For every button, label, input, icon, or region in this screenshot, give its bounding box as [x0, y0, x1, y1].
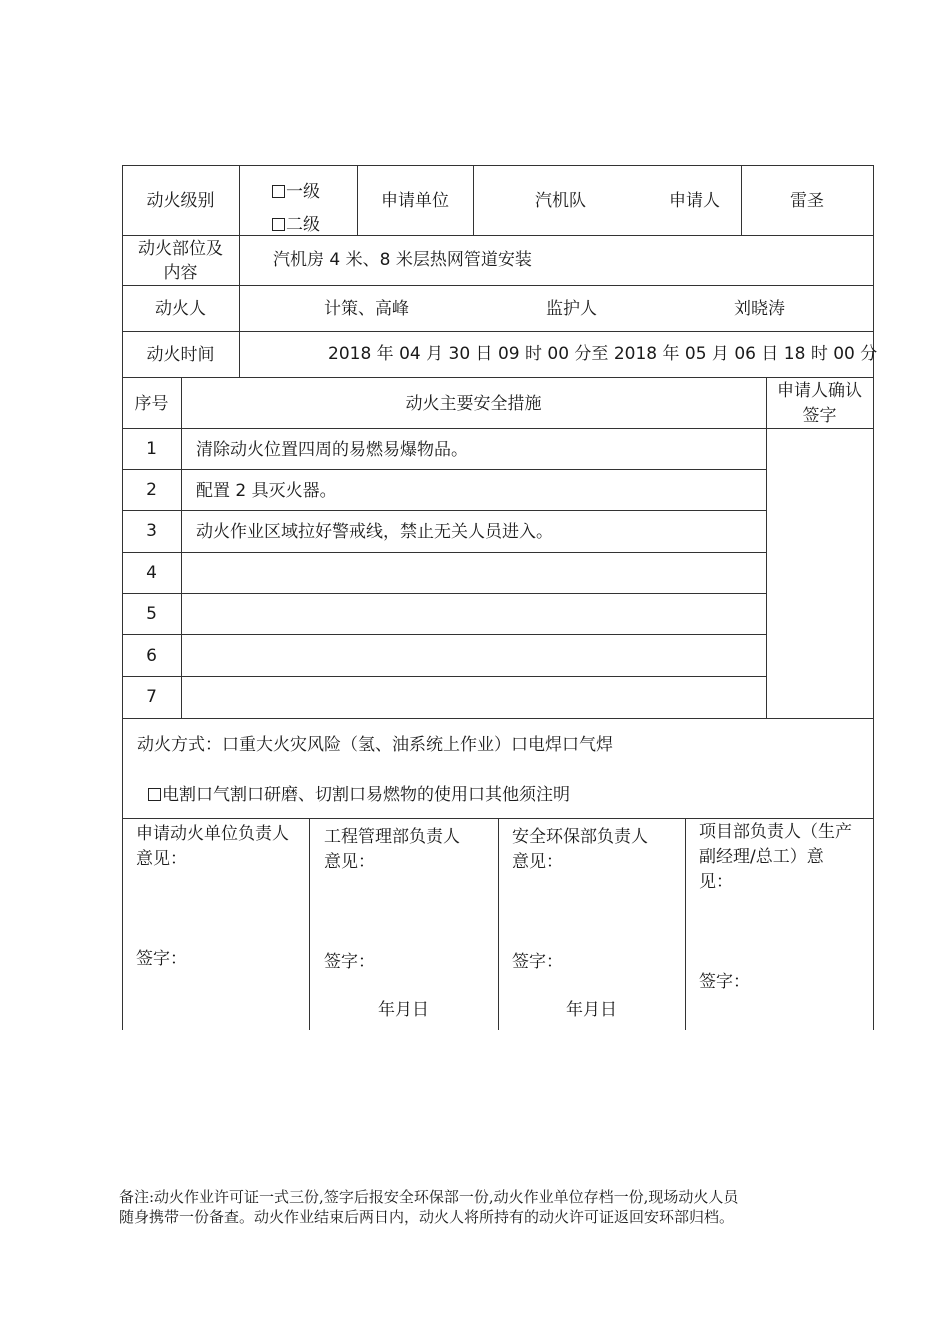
- monitor-label: 监护人: [546, 299, 597, 319]
- applicant-unit-label: 申请单位: [381, 191, 449, 211]
- row-number: 5: [146, 604, 157, 624]
- footer-note-line1: 备注:动火作业许可证一式三份,签字后报安全环保部一份,动火作业单位存档一份,现场动火人员: [119, 1188, 739, 1206]
- measure-text: 清除动火位置四周的易燃易爆物品。: [196, 440, 468, 460]
- opinion-col4-title: 项目部负责人（生产: [699, 822, 852, 842]
- level-1-label: 一级: [286, 182, 320, 202]
- row-divider: [122, 634, 767, 635]
- row-number: 4: [146, 563, 157, 583]
- row-divider: [122, 285, 874, 286]
- row-number: 1: [146, 439, 157, 459]
- applicant-label: 申请人: [669, 191, 720, 211]
- fire-level-option-1[interactable]: [272, 180, 320, 204]
- col-divider: [181, 377, 182, 718]
- col-divider: [309, 818, 310, 1030]
- row-divider: [122, 552, 767, 553]
- opinion-col3-title: 安全环保部负责人: [512, 827, 648, 847]
- table-top-border: [122, 165, 874, 166]
- col-divider: [239, 165, 240, 377]
- row-divider: [122, 718, 874, 719]
- applicant-unit-value: 汽机队: [535, 191, 586, 211]
- fire-method-line1: 动火方式：口重大火灾风险（氢、油系统上作业）口电焊口气焊: [137, 735, 613, 755]
- no-header: 序号: [134, 394, 169, 414]
- monitor-value: 刘晓涛: [734, 299, 785, 319]
- opinion-col4-sign: 签字：: [699, 972, 750, 992]
- row-number: 3: [146, 521, 157, 541]
- measure-text: 配置 2 具灭火器。: [196, 481, 337, 501]
- fire-level-option-2[interactable]: [272, 213, 320, 237]
- opinion-col4-opinion: 见：: [699, 872, 733, 892]
- level-2-label: 二级: [286, 215, 320, 235]
- opinion-col2-title: 工程管理部负责人: [324, 827, 460, 847]
- opinion-col3-opinion: 意见：: [512, 852, 563, 872]
- fire-level-label: 动火级别: [146, 191, 215, 211]
- col-divider: [766, 377, 767, 718]
- location-label-line1: 动火部位及: [138, 239, 223, 259]
- opinion-col3-sign: 签字：: [512, 952, 563, 972]
- fire-method-line2: [148, 783, 570, 807]
- applicant-value: 雷圣: [790, 191, 824, 211]
- footer-note: [119, 1187, 839, 1227]
- table-left-border: [122, 165, 123, 1030]
- row-divider: [122, 377, 874, 378]
- row-divider: [122, 676, 767, 677]
- col-divider: [473, 165, 474, 235]
- row-number: 7: [146, 687, 157, 707]
- footer-note-line2: 随身携带一份备查。动火作业结束后两日内，动火人将所持有的动火许可证返回安环部归档。: [119, 1208, 735, 1226]
- location-label-line2: 内容: [163, 263, 198, 283]
- measure-text: 动火作业区域拉好警戒线，禁止无关人员进入。: [196, 522, 553, 542]
- time-value: 2018 年 04 月 30 日 09 时 00 分至 2018 年 05 月 06 日 18 时 00 分: [328, 344, 878, 364]
- col-divider: [685, 818, 686, 1030]
- opinion-col2-date: 年月日: [378, 1000, 429, 1020]
- location-value: 汽机房 4 米、8 米层热网管道安装: [273, 250, 532, 270]
- row-divider: [122, 510, 767, 511]
- fire-person-label: 动火人: [155, 299, 206, 319]
- row-divider: [122, 428, 874, 429]
- opinion-col1-opinion: 意见：: [136, 849, 187, 869]
- row-divider: [122, 593, 767, 594]
- time-label: 动火时间: [146, 345, 215, 365]
- confirm-header-line2: 签字: [802, 406, 837, 426]
- opinion-col3-date: 年月日: [566, 1000, 617, 1020]
- confirm-header-line1: 申请人确认: [777, 381, 862, 401]
- checkbox-icon[interactable]: [148, 788, 161, 801]
- row-divider: [122, 469, 767, 470]
- opinion-col1-sign: 签字：: [136, 949, 187, 969]
- measures-header: 动火主要安全措施: [405, 394, 542, 414]
- row-divider: [122, 235, 874, 236]
- opinion-col1-title: 申请动火单位负责人: [136, 824, 289, 844]
- checkbox-icon[interactable]: [272, 185, 285, 198]
- table-right-border: [873, 165, 874, 1030]
- fire-person-value: 计策、高峰: [324, 299, 409, 319]
- row-number: 6: [146, 646, 157, 666]
- opinion-col4-title-cont: 副经理/总工）意: [699, 847, 824, 867]
- checkbox-icon[interactable]: [272, 218, 285, 231]
- opinion-col2-sign: 签字：: [324, 952, 375, 972]
- col-divider: [498, 818, 499, 1030]
- fire-method-line2-text: 电割口气割口研磨、切割口易燃物的使用口其他须注明: [162, 785, 570, 805]
- opinion-col2-opinion: 意见：: [324, 852, 375, 872]
- row-divider: [122, 331, 874, 332]
- row-number: 2: [146, 480, 157, 500]
